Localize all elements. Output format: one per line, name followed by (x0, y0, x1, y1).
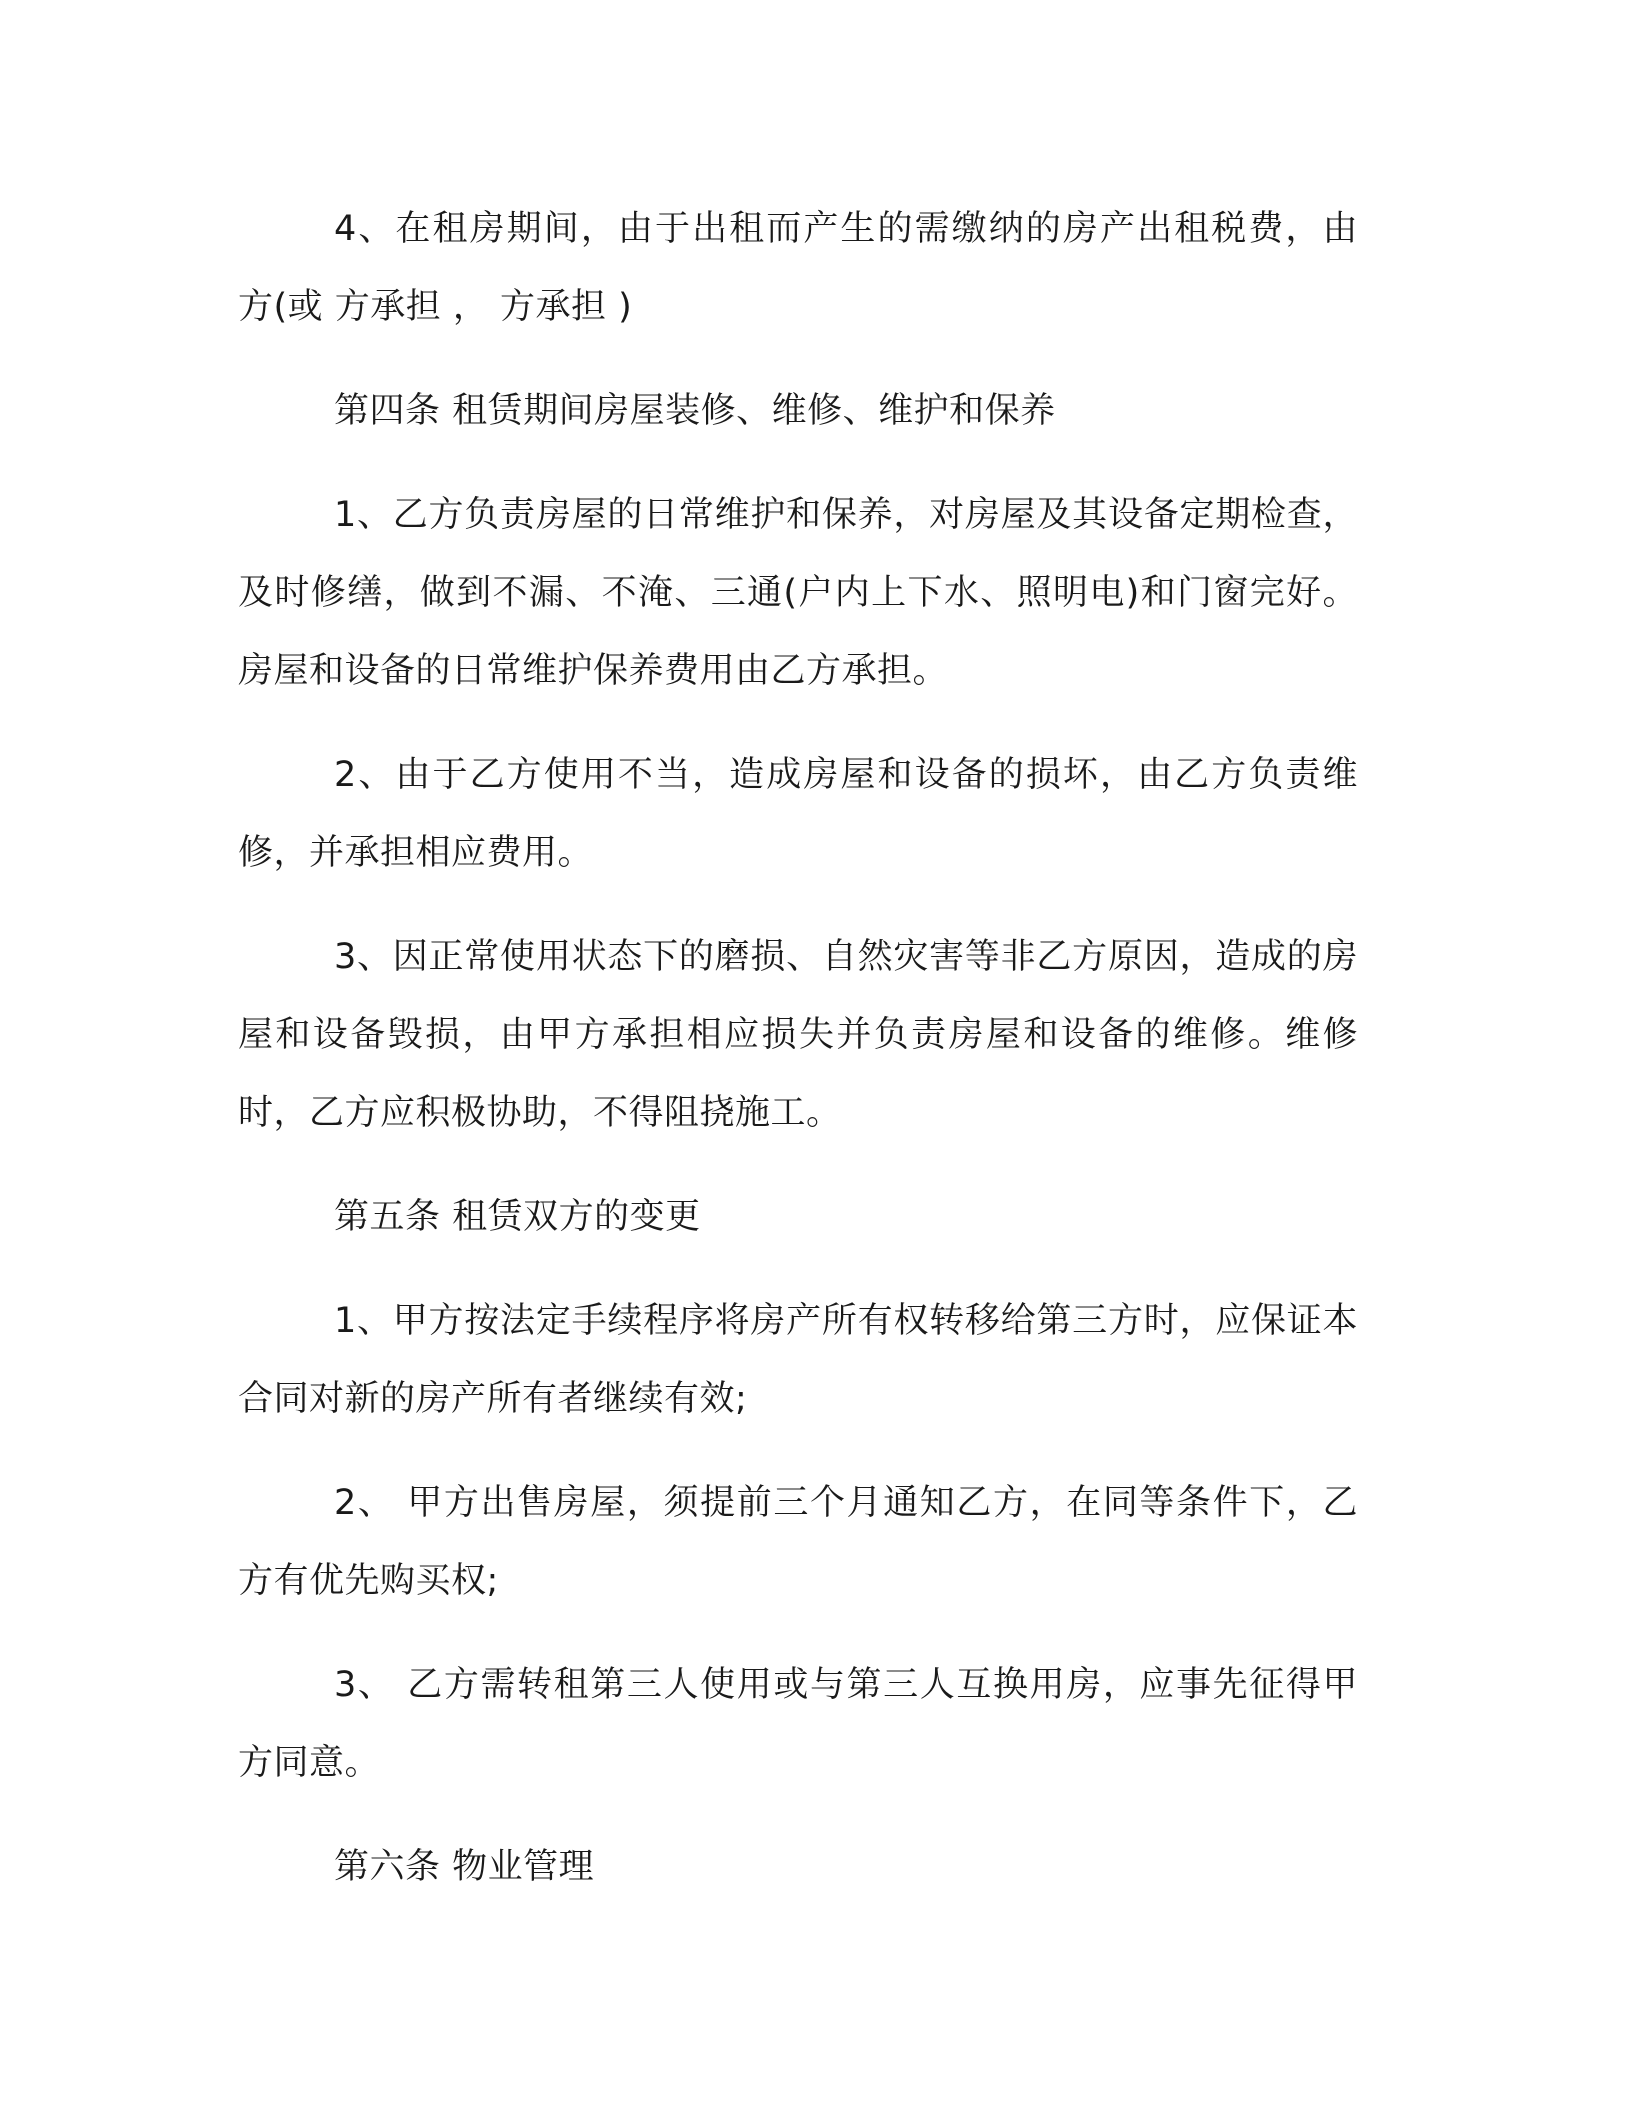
clause-3-natural-wear: 3、因正常使用状态下的磨损、自然灾害等非乙方原因，造成的房屋和设备毁损，由甲方承担相应损失并负责房屋和设备的维修。维修时，乙方应积极协助，不得阻挠施工。 (238, 937, 1358, 1133)
article-6-heading: 第六条 物业管理 (334, 1847, 595, 1887)
article-4-heading: 第四条 租赁期间房屋装修、维修、维护和保养 (334, 391, 1056, 431)
article-5-heading: 第五条 租赁双方的变更 (334, 1197, 701, 1237)
clause-1-maintenance: 1、乙方负责房屋的日常维护和保养，对房屋及其设备定期检查，及时修缮，做到不漏、不淹、三通(户内上下水、照明电)和门窗完好。房屋和设备的日常维护保养费用由乙方承担。 (238, 495, 1358, 691)
document-page (238, 190, 1358, 1932)
clause-2-sale-notice: 2、 甲方出售房屋，须提前三个月通知乙方，在同等条件下，乙方有优先购买权; (238, 1483, 1358, 1601)
clause-3-sublet: 3、 乙方需转租第三人使用或与第三人互换用房，应事先征得甲方同意。 (238, 1665, 1358, 1783)
clause-1-ownership-transfer: 1、甲方按法定手续程序将房产所有权转移给第三方时，应保证本合同对新的房产所有者继续有效; (238, 1301, 1358, 1419)
clause-2-damage: 2、由于乙方使用不当，造成房屋和设备的损坏，由乙方负责维修，并承担相应费用。 (238, 755, 1358, 873)
clause-4-tax: 4、在租房期间，由于出租而产生的需缴纳的房产出租税费，由 方(或 方承担 ， 方承担 ) (238, 209, 1358, 327)
